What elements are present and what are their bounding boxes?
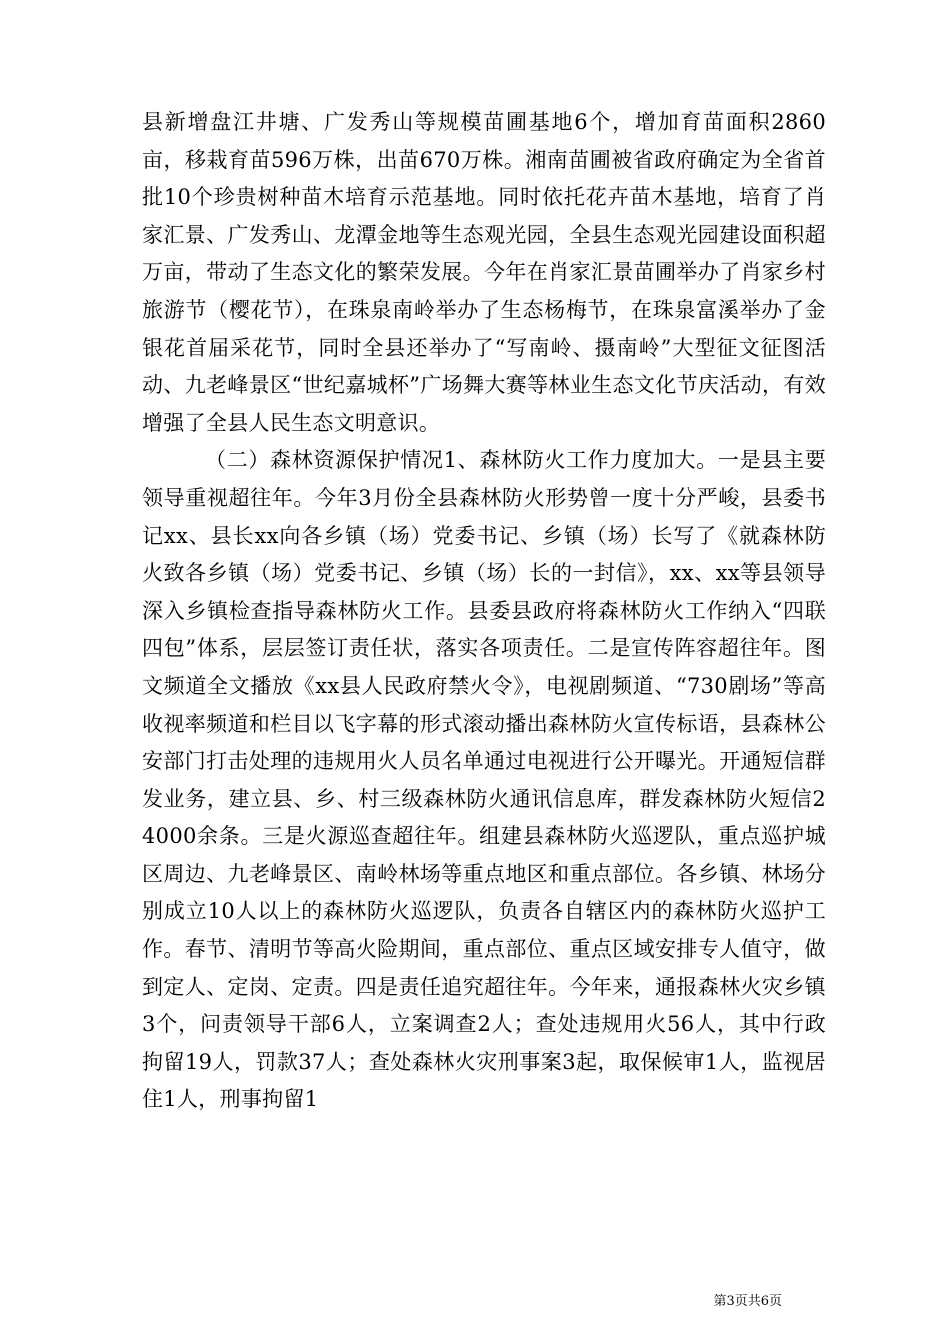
paragraph-continuation: 县新增盘江井塘、广发秀山等规模苗圃基地6个，增加育苗面积2860亩，移栽育苗596万株，出苗670万株。湘南苗圃被省政府确定为全省首批10个珍贵树种苗木培育示范基地。同时依托花卉苗木基地，培育了肖家汇景、广发秀山、龙潭金地等生态观光园，全县生态观光园建设面积超万亩，带动了生态文化的繁荣发展。今年在肖家汇景苗圃举办了肖家乡村旅游节（樱花节），在珠泉南岭举办了生态杨梅节，在珠泉富溪举办了金银花首届采花节，同时全县还举办了“写南岭、摄南岭”大型征文征图活动、九老峰景区“世纪嘉城杯”广场舞大赛等林业生态文化节庆活动，有效增强了全县人民生态文明意识。 bbox=[142, 110, 826, 435]
document-body bbox=[142, 104, 826, 1119]
paragraph-forest-protection: （二）森林资源保护情况1、森林防火工作力度加大。一是县主要领导重视超往年。今年3月份全县森林防火形势曾一度十分严峻，县委书记xx、县长xx向各乡镇（场）党委书记、乡镇（场）长写了《就森林防火致各乡镇（场）党委书记、乡镇（场）长的一封信》，xx、xx等县领导深入乡镇检查指导森林防火工作。县委县政府将森林防火工作纳入“四联四包”体系，层层签订责任状，落实各项责任。二是宣传阵容超往年。图文频道全文播放《xx县人民政府禁火令》，电视剧频道、“730剧场”等高收视率频道和栏目以飞字幕的形式滚动播出森林防火宣传标语，县森林公安部门打击处理的违规用火人员名单通过电视进行公开曝光。开通短信群发业务，建立县、乡、村三级森林防火通讯信息库，群发森林防火短信24000余条。三是火源巡查超往年。组建县森林防火巡逻队，重点巡护城区周边、九老峰景区、南岭林场等重点地区和重点部位。各乡镇、林场分别成立10人以上的森林防火巡逻队，负责各自辖区内的森林防火巡护工作。春节、清明节等高火险期间，重点部位、重点区域安排专人值守，做到定人、定岗、定责。四是责任追究超往年。今年来，通报森林火灾乡镇3个，问责领导干部6人，立案调查2人；查处违规用火56人，其中行政拘留19人，罚款37人；查处森林火灾刑事案3起，取保候审1人，监视居住1人，刑事拘留1 bbox=[142, 448, 826, 1112]
page-number-footer: 第3页共6页 bbox=[713, 1294, 782, 1309]
